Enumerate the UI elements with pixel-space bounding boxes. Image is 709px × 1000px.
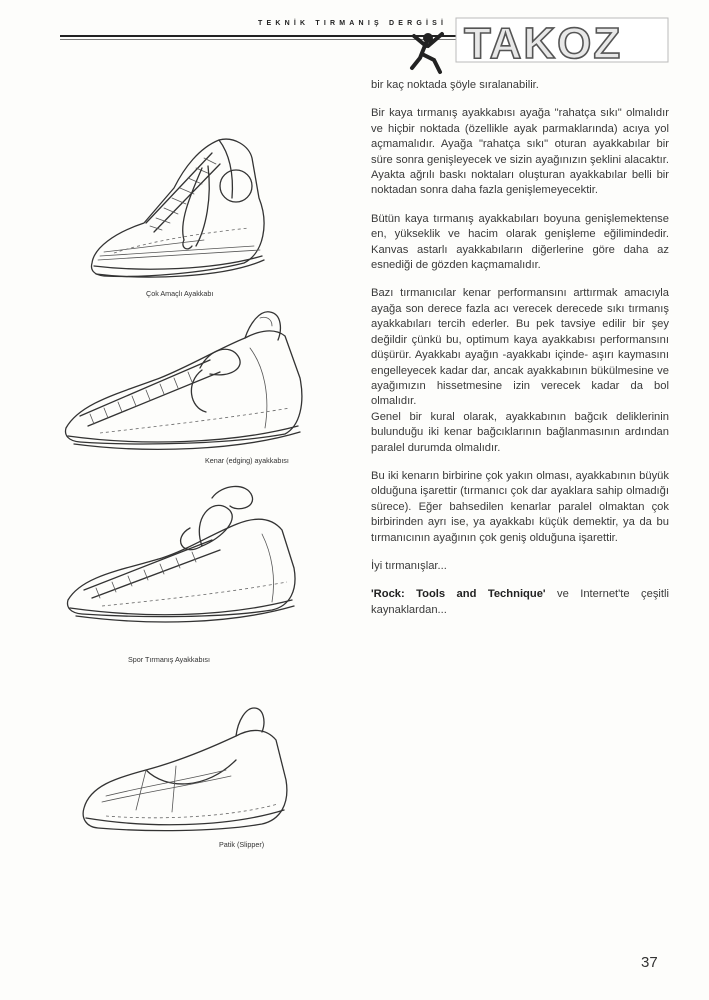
shoe-illustration-sport (62, 478, 302, 628)
shoe-illustration-edging (60, 308, 310, 456)
laces (96, 505, 232, 598)
series-title: TEKNİK TIRMANIŞ DERGİSİ (258, 20, 448, 27)
header-rule (60, 35, 460, 37)
paragraph-5: Genel bir kural olarak, ayakkabının bağcık deliklerinin bulunduğu iki kenar bağcıklarının bağlanmasının ardından paralel durumda olmalıdır. (371, 410, 669, 454)
source-title: 'Rock: Tools and Technique' (371, 588, 546, 601)
header-rule-thin (60, 39, 460, 40)
figure-caption-4: Patik (Slipper) (219, 840, 265, 849)
paragraph-4: Bazı tırmanıcılar kenar performansını arttırmak amacıyla ayağa son derece fazla acı verecek derecede sıkı tırmanış ayakkabıları tercih ederler. Bu pek tavsiye edilir bir şey değildir çünkü bu, optimum kaya ayakkabısı performansını düşürür. Ayakkabı ayağın -ayakkabı içinde- aşırı kaymasını engelleyecek kadar dar, ancak ayakkabının bükülmesine ve ayağımızın hissetmesine izin verecek kadar da bol olmalıdır. (371, 287, 669, 408)
article-text (371, 78, 669, 631)
figure-caption-2: Kenar (edging) ayakkabısı (205, 456, 289, 465)
page-number: 37 (641, 954, 658, 971)
figure-caption-3: Spor Tırmanış Ayakkabısı (128, 655, 211, 664)
paragraph-7: İyi tırmanışlar... (371, 559, 447, 572)
logo-text: TAKOZ (464, 19, 623, 66)
source-rest: ve Internet'te çeşitli kaynaklardan... (371, 588, 669, 616)
paragraph-8 (371, 587, 669, 618)
shoe-illustration-slipper (76, 700, 292, 840)
shoe-illustration-allround (84, 128, 274, 288)
paragraph-6: Bu iki kenarın birbirine çok yakın olması, ayakkabının büyük olduğuna işarettir (tırmanıcı çok dar ayaklara sahip olmadığı sürece). Eğer bahsedilen kenarlar paralel olmaktan çok birbirinden ayrı ise, ya ayakkabı küçük demektir, ya da bu tırmanıcının ayağının çok geniş olduğuna işarettir. (371, 469, 669, 544)
figure-caption-1: Çok Amaçlı Ayakkabı (146, 289, 214, 298)
climber-icon (404, 28, 456, 78)
paragraph-3: Bütün kaya tırmanış ayakkabıları boyuna genişlemektense en, yükseklik ve hacim olarak genişleme eğilimindedir. Kanvas astarlı ayakkabıların diğerlerine göre daha az esnediği de gözden kaçmamalıdır. (371, 212, 669, 272)
paragraph-2: Bir kaya tırmanış ayakkabısı ayağa "rahatça sıkı" olmalıdır ve hiçbir noktada (özellikle ayak parmaklarında) acıya yol açmamalıdır. Ayağa "rahatça sıkı" oturan ayakkabılar bir süre sonra genişleyecek ve sizin ayağınızın şeklini alacaktır. Ayakta ağrılı baskı noktaları oluşturan ayakkabılar belli bir noktadan sonra daha fazla genişlemeyecektir. (371, 107, 669, 197)
paragraph-1: bir kaç noktada şöyle sıralanabilir. (371, 79, 539, 91)
laces (90, 349, 240, 424)
